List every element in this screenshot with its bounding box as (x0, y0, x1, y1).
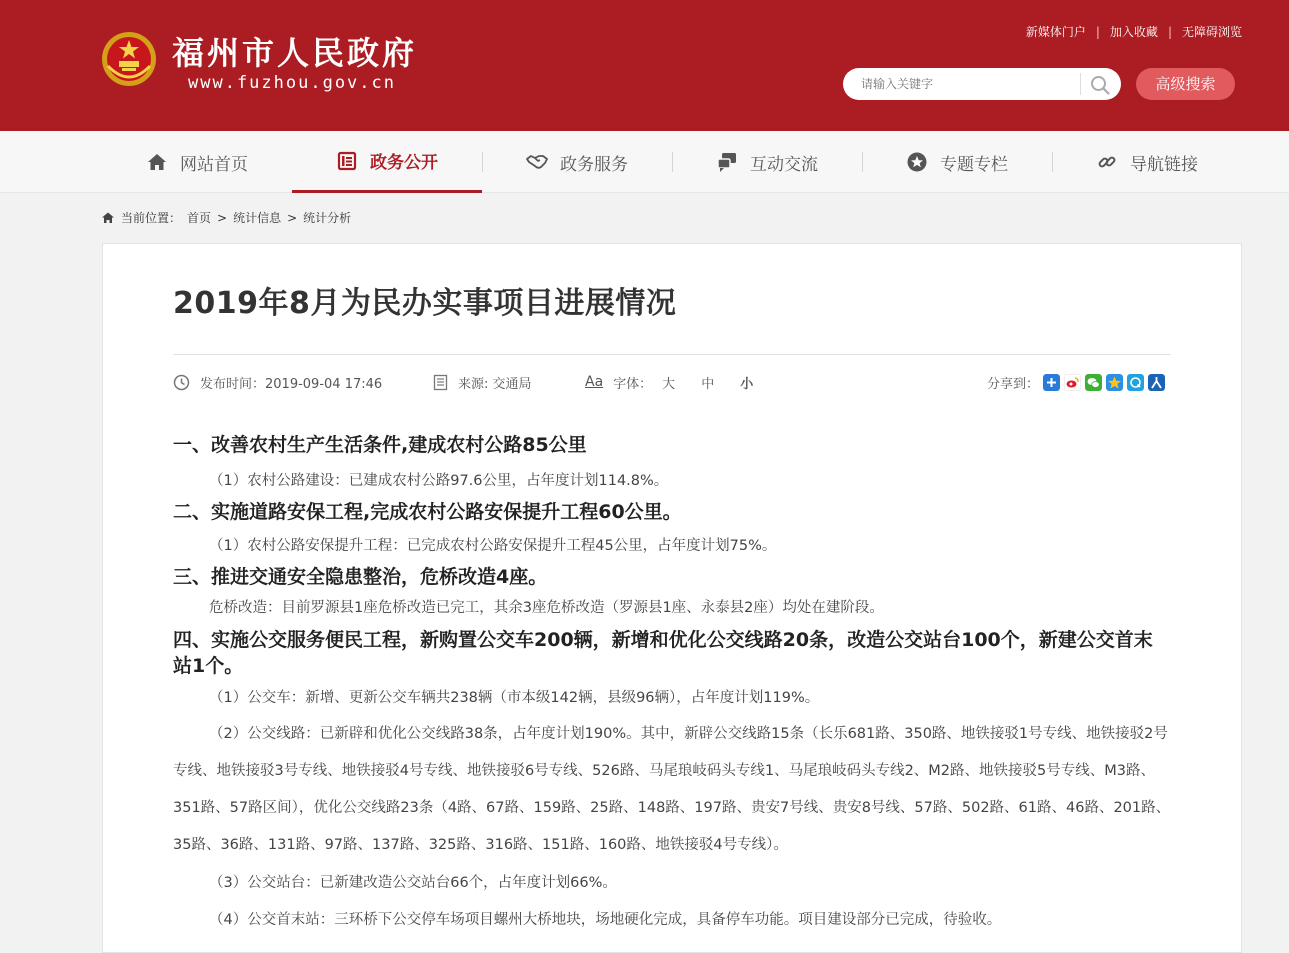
breadcrumb-separator: > (217, 210, 228, 225)
nav-label: 网站首页 (180, 154, 248, 175)
search-divider (1080, 73, 1081, 95)
publish-label: 发布时间： (200, 376, 266, 392)
nav-item-special-topics[interactable] (862, 131, 1052, 193)
share-more-icon[interactable] (1043, 374, 1060, 391)
nav-item-gov-services[interactable] (482, 131, 672, 193)
main-nav (0, 131, 1289, 193)
add-favorite-link[interactable]: 加入收藏 (1109, 25, 1158, 39)
handshake-icon (526, 151, 548, 173)
top-links (1026, 23, 1242, 40)
breadcrumb-item-stats-info[interactable]: 统计信息 (233, 211, 282, 225)
breadcrumb-separator: > (287, 210, 298, 225)
home-icon (146, 151, 168, 173)
title-divider (173, 354, 1171, 355)
search-input[interactable] (861, 74, 1071, 94)
font-size-icon: Aa (585, 374, 604, 390)
link-separator: | (1095, 24, 1100, 39)
nav-label: 专题专栏 (940, 154, 1008, 175)
home-icon (101, 211, 115, 224)
link-icon (1096, 151, 1118, 173)
nav-item-interaction[interactable] (672, 131, 862, 193)
share-bar (987, 372, 1165, 392)
paragraph: （1）公交车：新增、更新公交车辆共238辆（市本级142辆，县级96辆），占年度计划119%。 (209, 690, 820, 706)
new-media-link[interactable]: 新媒体门户 (1025, 25, 1086, 39)
site-title[interactable]: 福州市人民政府 (172, 34, 418, 72)
accessibility-link[interactable]: 无障碍浏览 (1181, 25, 1242, 39)
paragraph: 危桥改造：目前罗源县1座危桥改造已完工，其余3座危桥改造（罗源县1座、永泰县2座）均处在建阶段。 (209, 600, 884, 616)
weibo-icon[interactable] (1064, 374, 1081, 391)
section-heading-3: 三、推进交通安全隐患整治，危桥改造4座。 (173, 566, 548, 588)
font-size-medium[interactable]: 中 (701, 376, 715, 392)
search-icon[interactable] (1089, 74, 1111, 96)
article-meta (173, 372, 1171, 392)
font-size-small[interactable]: 小 (740, 376, 754, 392)
chat-icon (716, 151, 738, 173)
section-heading-1: 一、改善农村生产生活条件,建成农村公路85公里 (173, 434, 587, 456)
nav-item-gov-affairs[interactable] (292, 131, 482, 193)
site-header (0, 0, 1289, 131)
publish-time (173, 372, 382, 392)
wechat-icon[interactable] (1085, 374, 1102, 391)
share-label: 分享到： (986, 376, 1039, 392)
section-heading-4: 四、实施公交服务便民工程，新购置公交车200辆，新增和优化公交线路20条，改造公交站台100个，新建公交首末站1个。 (173, 629, 1153, 677)
site-url: www.fuzhou.gov.cn (188, 73, 396, 93)
paragraph: （4）公交首末站：三环桥下公交停车场项目螺州大桥地块，场地硬化完成，具备停车功能。项目建设部分已完成，待验收。 (209, 912, 1002, 928)
paragraph: （2）公交线路：已新辟和优化公交线路38条，占年度计划190%。其中，新辟公交线路15条（长乐681路、350路、地铁接驳1号专线、地铁接驳2号专线、地铁接驳3号专线、地铁接驳4号专线、地铁接驳6号专线、526路、马尾琅岐码头专线1、马尾琅岐码头专线2、M2路、地铁接驳5号专线、M3路、351路、57路区间），优化公交线路23条（4路、67路、159路、25路、148路、197路、贵安7号线、贵安8号线、57路、502路、61路、46路、201路、35路、36路、131路、97路、137路、325路、316路、151路、160路、地铁接驳4号专线）。 (173, 726, 1171, 853)
nav-label: 政务公开 (370, 153, 438, 173)
clock-icon (173, 374, 190, 391)
search-box (843, 68, 1121, 100)
document-icon (433, 374, 448, 391)
source-label: 来源: (458, 376, 489, 392)
breadcrumb-prefix: 当前位置： (121, 211, 182, 225)
nav-item-nav-links[interactable] (1052, 131, 1242, 193)
font-size-large[interactable]: 大 (662, 376, 676, 392)
article-title: 2019年8月为民办实事项目进展情况 (173, 286, 677, 321)
breadcrumb-item-home[interactable]: 首页 (187, 211, 212, 225)
source-value: 交通局 (492, 376, 532, 392)
font-label: 字体： (613, 376, 653, 392)
paragraph: （1）农村公路安保提升工程：已完成农村公路安保提升工程45公里，占年度计划75%。 (209, 538, 777, 554)
paragraph: （1）农村公路建设：已建成农村公路97.6公里，占年度计划114.8%。 (209, 473, 669, 489)
star-icon (906, 151, 928, 173)
qzone-icon[interactable] (1106, 374, 1123, 391)
breadcrumb (101, 209, 351, 226)
paragraph: （3）公交站台：已新建改造公交站台66个，占年度计划66%。 (209, 875, 617, 891)
link-separator: | (1167, 24, 1172, 39)
section-heading-2: 二、实施道路安保工程,完成农村公路安保提升工程60公里。 (173, 501, 682, 523)
article-panel (102, 243, 1242, 953)
article-source (433, 372, 532, 392)
qq-icon[interactable] (1127, 374, 1144, 391)
renren-icon[interactable] (1148, 374, 1165, 391)
nav-label: 互动交流 (750, 154, 818, 175)
nav-item-home[interactable] (102, 131, 292, 193)
nav-label: 导航链接 (1130, 154, 1198, 175)
breadcrumb-item-stats-analysis[interactable]: 统计分析 (303, 211, 352, 225)
font-size-control (585, 372, 753, 392)
list-icon (336, 150, 358, 172)
national-emblem-icon[interactable] (100, 30, 158, 88)
advanced-search-button[interactable]: 高级搜索 (1136, 68, 1235, 100)
nav-label: 政务服务 (560, 154, 628, 175)
publish-value: 2019-09-04 17:46 (265, 376, 383, 392)
